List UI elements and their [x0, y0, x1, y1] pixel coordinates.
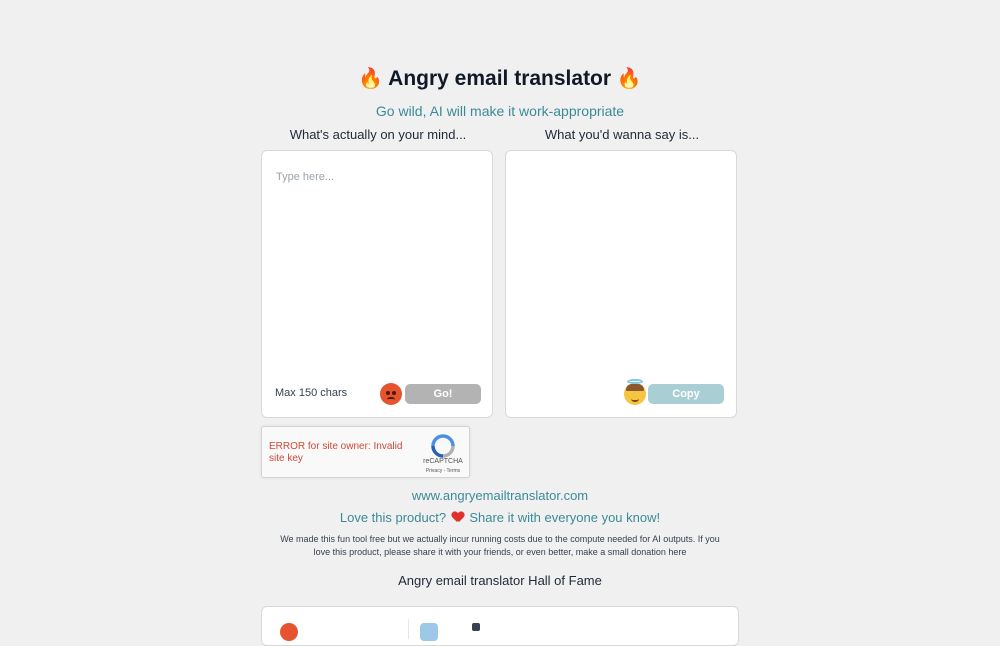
- page-title-text: Angry email translator: [388, 67, 612, 90]
- output-label: What you'd wanna say is...: [544, 127, 700, 142]
- page-title: [0, 66, 1000, 91]
- angry-text-input[interactable]: [272, 171, 490, 371]
- input-label: What's actually on your mind...: [289, 127, 467, 142]
- translated-output: [520, 171, 720, 371]
- page-subtitle: Go wild, AI will make it work-appropriate: [375, 103, 625, 119]
- output-panel: [505, 150, 737, 418]
- go-button[interactable]: Go!: [405, 384, 481, 404]
- max-chars-note: Max 150 chars: [275, 387, 348, 399]
- recaptcha-links[interactable]: Privacy - Terms: [425, 468, 461, 474]
- angel-face-icon: [420, 623, 438, 641]
- recaptcha-logo-icon: [430, 433, 456, 459]
- copy-button[interactable]: Copy: [648, 384, 724, 404]
- share-prefix: Love this product?: [339, 510, 447, 525]
- angry-face-icon: [280, 623, 298, 641]
- text-fragment-icon: [472, 623, 480, 631]
- hall-of-fame-title: Angry email translator Hall of Fame: [398, 573, 602, 588]
- share-link[interactable]: Share it with everyone you know!: [469, 510, 661, 525]
- share-prompt: [0, 510, 1000, 525]
- donation-notice: We made this fun tool free but we actually incur running costs due to the compute needed for AI outputs. If you love this product, please share it with your friends, or even better, make a small donation here: [280, 534, 720, 557]
- site-link[interactable]: www.angryemailtranslator.com: [411, 488, 589, 503]
- input-panel: [261, 150, 493, 418]
- divider: [408, 619, 409, 639]
- fire-icon: 🔥: [358, 66, 384, 90]
- fire-icon: 🔥: [616, 66, 642, 90]
- recaptcha-error: ERROR for site owner: Invalid site key: [269, 441, 403, 464]
- hall-of-fame-card: [261, 606, 739, 646]
- angel-face-icon: [624, 383, 646, 405]
- recaptcha-brand: reCAPTCHA: [423, 458, 463, 465]
- heart-icon: [452, 512, 464, 523]
- recaptcha-widget[interactable]: [261, 426, 470, 478]
- angry-face-icon: [380, 383, 402, 405]
